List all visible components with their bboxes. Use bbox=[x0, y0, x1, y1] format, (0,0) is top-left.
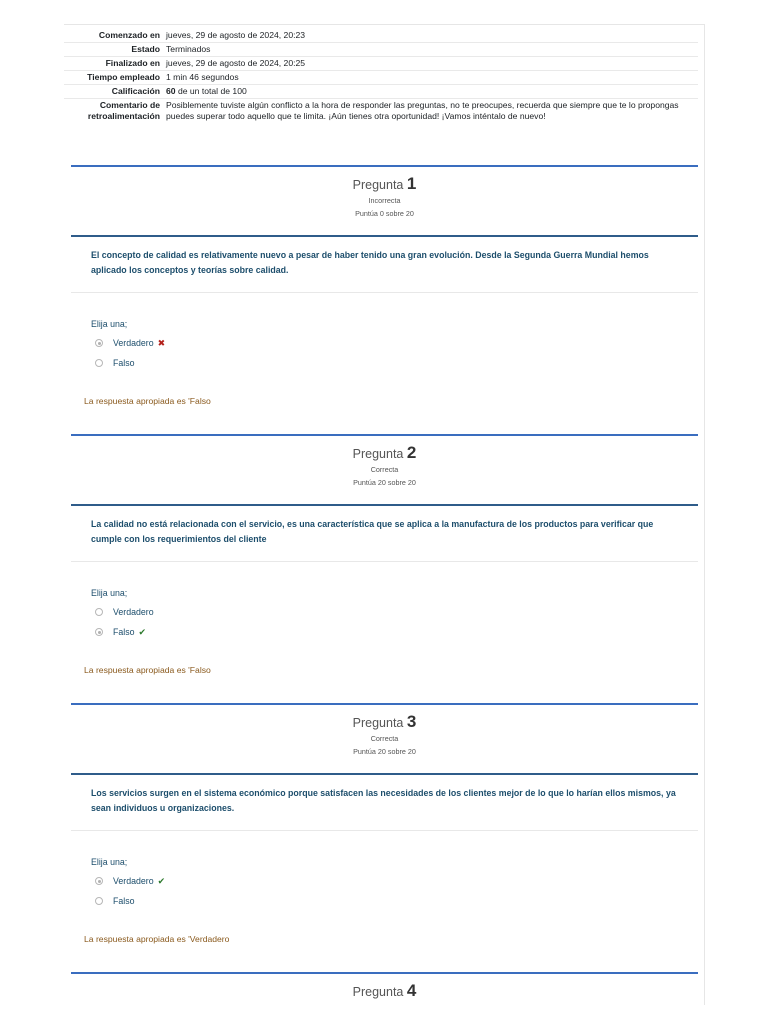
summary-label: Comenzado en bbox=[98, 30, 160, 40]
option-falso[interactable] bbox=[91, 622, 678, 642]
correct-check-icon: ✔ bbox=[138, 626, 147, 637]
right-answer: La respuesta apropiada es 'Falso bbox=[84, 665, 211, 675]
question-title: Pregunta bbox=[352, 985, 404, 999]
grade-total: de un total de 100 bbox=[175, 86, 247, 96]
right-answer: La respuesta apropiada es 'Falso bbox=[84, 396, 211, 406]
summary-label: Tiempo empleado bbox=[87, 72, 160, 82]
attempt-summary-table bbox=[64, 29, 698, 123]
radio-button[interactable] bbox=[95, 359, 103, 367]
grade-score: 60 bbox=[166, 86, 176, 96]
question-1 bbox=[71, 165, 698, 407]
radio-button[interactable] bbox=[95, 608, 103, 616]
summary-label: Finalizado en bbox=[105, 58, 160, 68]
question-grade: Puntúa 0 sobre 20 bbox=[355, 209, 414, 218]
summary-row-finished bbox=[64, 57, 698, 71]
question-number: 2 bbox=[406, 443, 417, 462]
right-answer: La respuesta apropiada es 'Verdadero bbox=[84, 934, 230, 944]
question-text: El concepto de calidad es relativamente nuevo a pesar de haber tenido una gran evolución. Desde la Segunda Guerra Mundial hemos aplicado los conceptos y teorías sobre calidad. bbox=[71, 237, 698, 293]
question-text: Los servicios surgen en el sistema económico porque satisfacen las necesidades de los clientes mejor de lo que lo harían ellos mismos, ya sean individuos u organizaciones. bbox=[71, 775, 698, 831]
quiz-review-page bbox=[64, 24, 705, 1005]
radio-button[interactable] bbox=[95, 628, 103, 636]
question-title: Pregunta bbox=[352, 447, 404, 461]
summary-value: Terminados bbox=[166, 44, 211, 54]
feedback-label-line1: Comentario de bbox=[99, 100, 160, 110]
option-verdadero[interactable] bbox=[91, 333, 678, 353]
question-grade: Puntúa 20 sobre 20 bbox=[353, 747, 416, 756]
question-number: 1 bbox=[406, 174, 417, 193]
question-number: 4 bbox=[406, 981, 417, 1000]
option-label: Falso bbox=[113, 627, 135, 637]
question-text: La calidad no está relacionada con el servicio, es una característica que se aplica a la manufactura de los productos para verificar que cumple con los requerimientos del cliente bbox=[71, 506, 698, 562]
option-verdadero[interactable] bbox=[91, 602, 678, 622]
option-label: Falso bbox=[113, 358, 135, 368]
answer-prompt: Elija una; bbox=[91, 319, 128, 329]
answer-block bbox=[71, 293, 698, 373]
option-label: Verdadero bbox=[113, 338, 154, 348]
question-header bbox=[71, 972, 698, 1005]
incorrect-icon: ✖ bbox=[157, 337, 166, 348]
question-header bbox=[71, 703, 698, 775]
answer-block bbox=[71, 562, 698, 642]
summary-row-grade bbox=[64, 85, 698, 99]
summary-label: Estado bbox=[131, 44, 160, 54]
summary-label: Calificación bbox=[111, 86, 160, 96]
question-state: Correcta bbox=[370, 465, 399, 474]
summary-row-time-taken bbox=[64, 71, 698, 85]
radio-button[interactable] bbox=[95, 877, 103, 885]
question-grade: Puntúa 20 sobre 20 bbox=[353, 478, 416, 487]
option-verdadero[interactable] bbox=[91, 871, 678, 891]
option-falso[interactable] bbox=[91, 891, 678, 911]
answer-prompt: Elija una; bbox=[91, 857, 128, 867]
answer-prompt: Elija una; bbox=[91, 588, 128, 598]
summary-row-state bbox=[64, 43, 698, 57]
feedback-text: Posiblemente tuviste algún conflicto a la hora de responder las preguntas, no te preocupes, recuerda que siempre que te lo propongas puedes superar todo aquello que te limita. ¡Aún tienes otra oportunidad! ¡Vamos inténtalo de nuevo! bbox=[166, 100, 679, 121]
question-title: Pregunta bbox=[352, 178, 404, 192]
radio-button[interactable] bbox=[95, 339, 103, 347]
option-label: Falso bbox=[113, 896, 135, 906]
answer-block bbox=[71, 831, 698, 911]
question-state: Correcta bbox=[370, 734, 399, 743]
question-state: Incorrecta bbox=[368, 196, 401, 205]
summary-row-feedback bbox=[64, 99, 698, 124]
summary-row-started bbox=[64, 29, 698, 43]
summary-value: 1 min 46 segundos bbox=[166, 72, 239, 82]
summary-value bbox=[164, 85, 698, 99]
question-4 bbox=[71, 972, 698, 1005]
summary-value: jueves, 29 de agosto de 2024, 20:23 bbox=[166, 30, 306, 40]
question-number: 3 bbox=[406, 712, 417, 731]
question-header bbox=[71, 165, 698, 237]
option-falso[interactable] bbox=[91, 353, 678, 373]
question-2 bbox=[71, 434, 698, 676]
radio-button[interactable] bbox=[95, 897, 103, 905]
feedback-label-line2: retroalimentación bbox=[87, 111, 160, 121]
summary-label bbox=[64, 99, 164, 124]
option-label: Verdadero bbox=[113, 607, 154, 617]
question-3 bbox=[71, 703, 698, 945]
correct-check-icon: ✔ bbox=[157, 875, 166, 886]
question-title: Pregunta bbox=[352, 716, 404, 730]
question-header bbox=[71, 434, 698, 506]
option-label: Verdadero bbox=[113, 876, 154, 886]
summary-value: jueves, 29 de agosto de 2024, 20:25 bbox=[166, 58, 306, 68]
